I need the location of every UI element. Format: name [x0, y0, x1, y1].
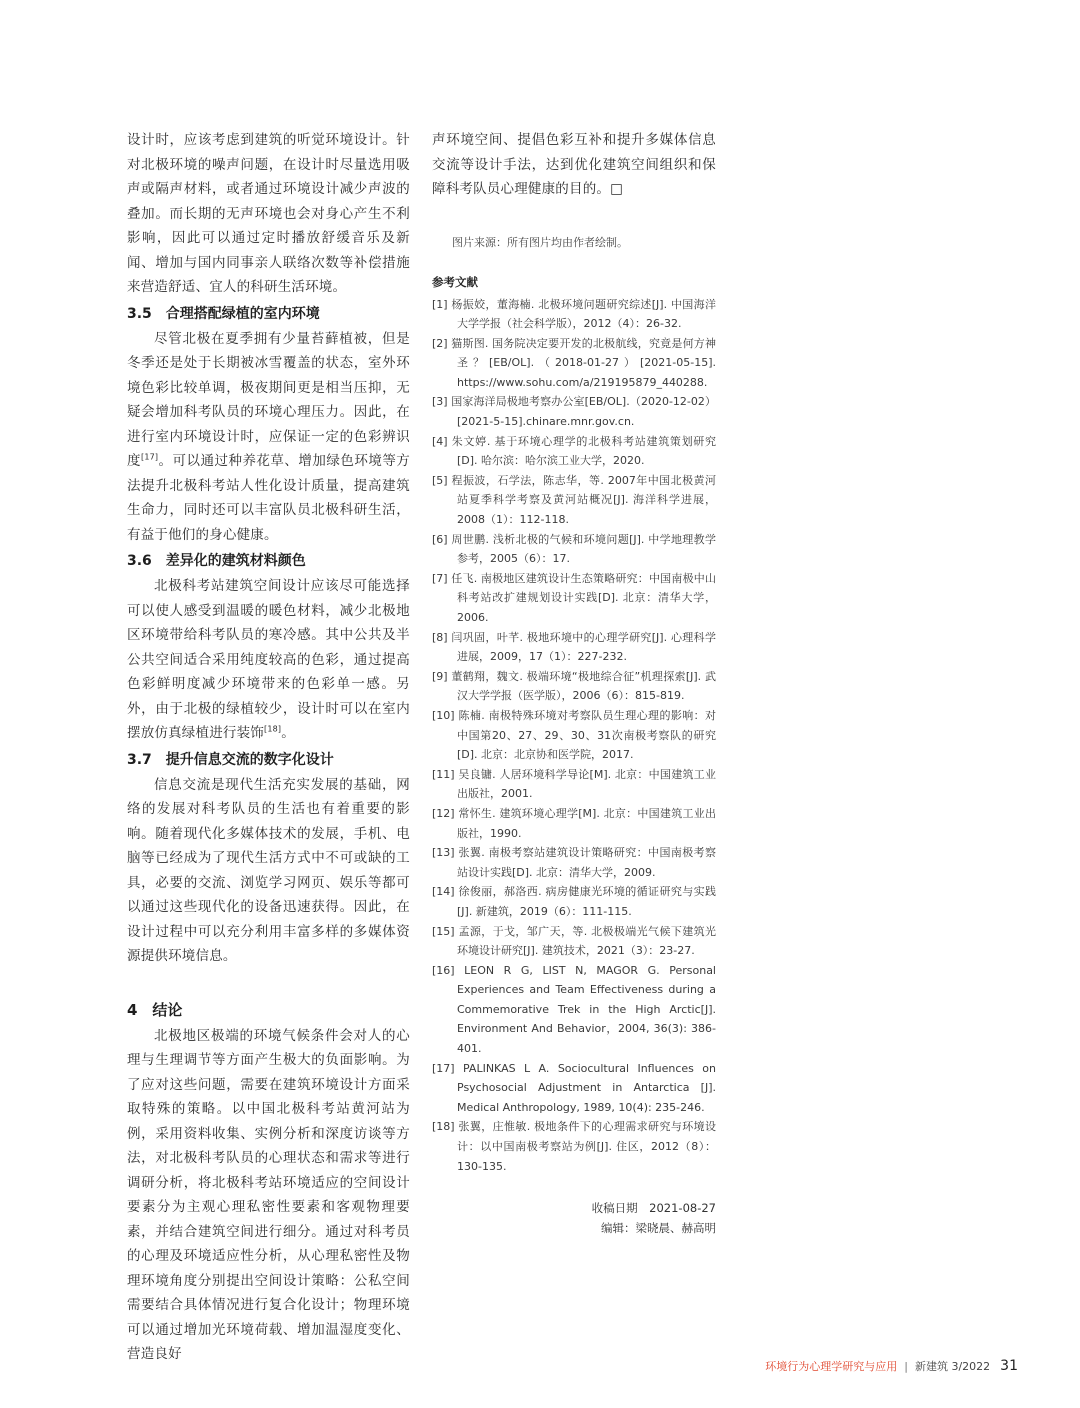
reference-item: [17] PALINKAS L A. Sociocultural Influences on Psychosocial Adjustment in Antarctica [J]. Medical Anthropology, 1989, 10(4): 235-246.	[432, 1061, 716, 1114]
editors: 编辑：梁晓晨、赫高明	[601, 1221, 716, 1236]
reference-item: [2] 猫斯图. 国务院决定要开发的北极航线，究竟是何方神圣？[EB/OL].（2018-01-27）[2021-05-15]. https://www.sohu.com/a/219195879_440288.	[432, 336, 716, 389]
reference-item: [14] 徐俊丽，郝洛西. 病房健康光环境的循证研究与实践[J]. 新建筑，2019（6）：111-115.	[432, 885, 716, 918]
reference-item: [5] 程振波，石学法，陈志华，等. 2007年中国北极黄河站夏季科学考察及黄河站概况[J]. 海洋科学进展，2008（1）：112-118.	[432, 473, 716, 527]
footer-separator: |	[904, 1360, 908, 1373]
body-paragraph: 设计时，应该考虑到建筑的听觉环境设计。针对北极环境的噪声问题，在设计时尽量选用吸声或隔声材料，或者通过环境设计减少声波的叠加。而长期的无声环境也会对身心产生不利影响，因此可以通过定时播放舒缓音乐及新闻、增加与国内同事亲人联络次数等补偿措施来营造舒适、宜人的科研生活环境。	[127, 132, 410, 295]
body-paragraph	[127, 327, 410, 548]
reference-item: [6] 周世鹏. 浅析北极的气候和环境问题[J]. 中学地理教学参考，2005（6）：17.	[432, 532, 716, 566]
footer-journal: 新建筑 3/2022	[914, 1360, 991, 1373]
section-heading-4: 4 结论	[127, 1000, 183, 1019]
received-date: 收稿日期 2021-08-27	[591, 1201, 716, 1216]
reference-item: [3] 国家海洋局极地考察办公室[EB/OL].（2020-12-02）[2021-5-15].chinare.mnr.gov.cn.	[432, 395, 716, 429]
reference-item: [10] 陈楠. 南极特殊环境对考察队员生理心理的影响：对中国第20、27、29、30、31次南极考察队的研究[D]. 北京：北京协和医学院，2017.	[432, 708, 716, 762]
reference-list	[432, 295, 716, 1177]
reference-item: [1] 杨振姣，董海楠. 北极环境问题研究综述[J]. 中国海洋大学学报（社会科学版），2012（4）：26-32.	[432, 297, 716, 331]
paragraph-text: 北极科考站建筑空间设计应该尽可能选择可以使人感受到温暖的暖色材料，减少北极地区环境带给科考队员的寒冷感。其中公共及半公共空间适合采用纯度较高的色彩，通过提高色彩鲜明度减少环境带来的色彩单一感。另外，由于北极的绿植较少，设计时可以在室内摆放仿真绿植进行装饰	[127, 578, 410, 741]
right-column	[432, 128, 716, 1238]
reference-item: [16] LEON R G, LIST N, MAGOR G. Personal Experiences and Team Effectiveness during a Commemorative Trek in the High Arctic[J]. Environment And Behavior，2004, 36(3): 386-401.	[432, 963, 716, 1056]
reference-item: [8] 闫巩固，叶芊. 极地环境中的心理学研究[J]. 心理科学进展，2009，17（1）：227-232.	[432, 630, 716, 664]
paragraph-text: 尽管北极在夏季拥有少量苔藓植被，但是冬季还是处于长期被冰雪覆盖的状态，室外环境色彩比较单调，极夜期间更是相当压抑，无疑会增加科考队员的环境心理压力。因此，在进行室内环境设计时，应保证一定的色彩辨识度	[127, 330, 410, 469]
body-paragraph: 信息交流是现代生活充实发展的基础，网络的发展对科考队员的生活也有着重要的影响。随着现代化多媒体技术的发展，手机、电脑等已经成为了现代生活方式中不可或缺的工具，必要的交流、浏览学习网页、娱乐等都可以通过这些现代化的设备迅速获得。因此，在设计过程中可以充分利用丰富多样的多媒体资源提供环境信息。	[127, 776, 410, 964]
reference-item: [9] 董鹤翔，魏文. 极端环境“极地综合征”机理探索[J]. 武汉大学学报（医学版），2006（6）：815-819.	[432, 669, 716, 703]
left-column	[127, 128, 410, 1367]
body-paragraph: 声环境空间、提倡色彩互补和提升多媒体信息交流等设计手法，达到优化建筑空间组织和保障科考队员心理健康的目的。□	[432, 132, 716, 197]
references-heading: 参考文献	[432, 274, 478, 289]
reference-item: [7] 任飞. 南极地区建筑设计生态策略研究：中国南极中山科考站改扩建规划设计实践[D]. 北京：清华大学，2006.	[432, 571, 716, 624]
reference-item: [13] 张翼. 南极考察站建筑设计策略研究：中国南极考察站设计实践[D]. 北京：清华大学，2009.	[432, 846, 716, 879]
image-source-note: 图片来源：所有图片均由作者绘制。	[452, 235, 628, 249]
reference-item: [11] 吴良镛. 人居环境科学导论[M]. 北京：中国建筑工业出版社，2001.	[432, 767, 716, 801]
citation-18: [18]	[264, 724, 282, 734]
body-paragraph: 北极地区极端的环境气候条件会对人的心理与生理调节等方面产生极大的负面影响。为了应对这些问题，需要在建筑环境设计方面采取特殊的策略。以中国北极科考站黄河站为例，采用资料收集、实例分析和深度访谈等方法，对北极科考队员的心理状态和需求等进行调研分析，将北极科考站环境适应的空间设计要素分为主观心理私密性要素和客观物理要素，并结合建筑空间进行细分。通过对科考员的心理及环境适应性分析，从心理私密性及物理环境角度分别提出空间设计策略：公私空间需要结合具体情况进行复合化设计；物理环境可以通过增加光环境荷载、增加温湿度变化、营造良好	[127, 1027, 410, 1362]
section-heading-3-7: 3.7 提升信息交流的数字化设计	[127, 751, 334, 768]
body-paragraph	[127, 574, 410, 746]
section-heading-3-6: 3.6 差异化的建筑材料颜色	[127, 553, 306, 569]
page-footer	[765, 1358, 1018, 1374]
paragraph-text: 。可以通过种养花草、增加绿色环境等方法提升北极科考站人性化设计质量，提高建筑生命力，同时还可以丰富队员北极科研生活，有益于他们的身心健康。	[127, 453, 410, 543]
reference-item: [12] 常怀生. 建筑环境心理学[M]. 北京：中国建筑工业出版社，1990.	[432, 806, 716, 840]
footer-section-title: 环境行为心理学研究与应用	[765, 1360, 898, 1373]
reference-item: [18] 张翼，庄惟敏. 极地条件下的心理需求研究与环境设计：以中国南极考察站为例[J]. 住区，2012（8）：130-135.	[432, 1120, 716, 1173]
paragraph-text: 。	[281, 725, 295, 741]
reference-item: [15] 孟源，于戈，邹广天，等. 北极极端光气候下建筑光环境设计研究[J]. 建筑技术，2021（3）：23-27.	[432, 924, 716, 958]
citation-17: [17]	[141, 452, 159, 462]
section-heading-3-5: 3.5 合理搭配绿植的室内环境	[127, 305, 320, 322]
page-number: 31	[1000, 1358, 1018, 1374]
reference-item: [4] 朱文婷. 基于环境心理学的北极科考站建筑策划研究[D]. 哈尔滨：哈尔滨工业大学，2020.	[432, 434, 716, 468]
